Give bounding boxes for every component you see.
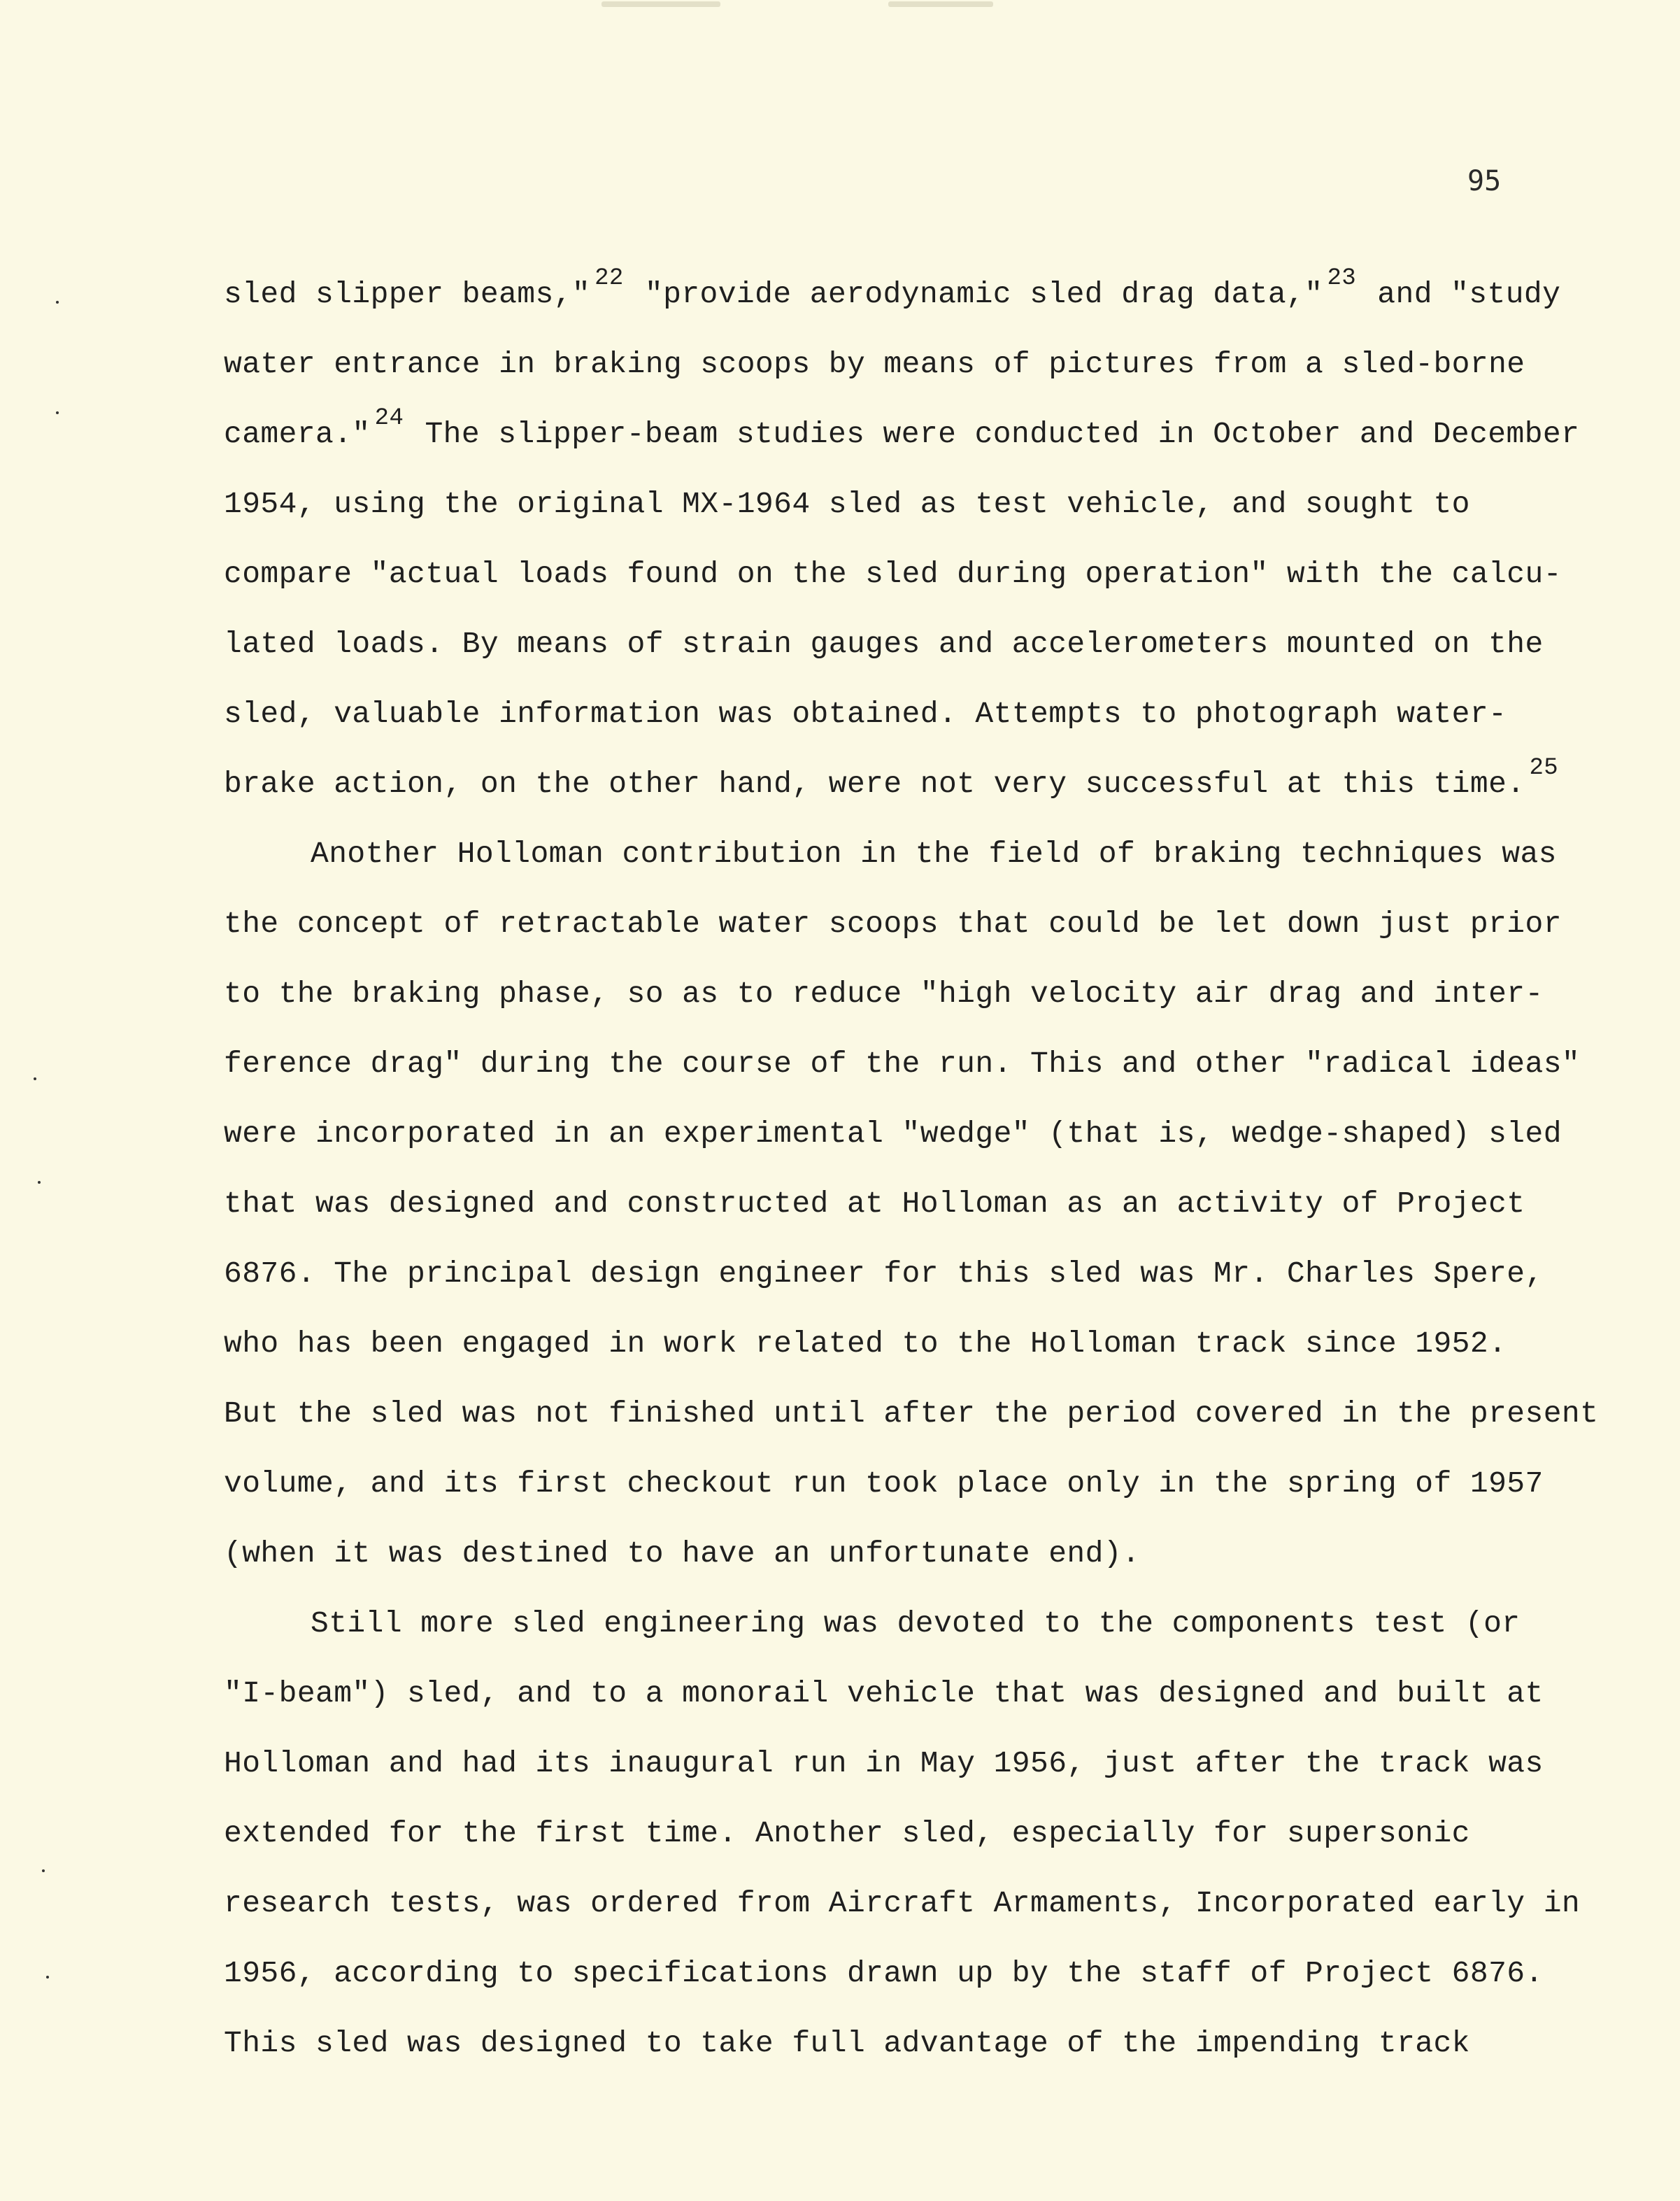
footnote-ref-24: 24	[374, 405, 404, 432]
footnote-ref-25: 25	[1529, 755, 1559, 781]
text-line-6: lated loads. By means of strain gauges and accelerometers mounted on the	[224, 627, 1544, 661]
text-line-25: 1956, according to specifications drawn up by the staff of Project 6876.	[224, 1956, 1544, 1990]
text-line-2: water entrance in braking scoops by means of pictures from a sled-borne	[224, 347, 1525, 381]
paragraph-2-first-line: Another Holloman contribution in the field of braking techniques was	[311, 837, 1557, 871]
text-line-12: ference drag" during the course of the run. This and other "radical ideas"	[224, 1047, 1581, 1081]
top-edge-mark	[601, 1, 720, 7]
text-line-7: sled, valuable information was obtained. Attempts to photograph water-	[224, 697, 1507, 731]
text-line-3: camera." $^{24}$ The slipper-beam studies were conducted in October and December	[224, 405, 1580, 451]
margin-speck	[34, 1077, 36, 1080]
page-number: 95	[1467, 165, 1502, 197]
text-line-5: compare "actual loads found on the sled during operation" with the calcu-	[224, 557, 1562, 591]
margin-speck	[46, 1976, 49, 1979]
footnote-ref-22: 22	[595, 265, 624, 292]
paragraph-3-first-line: Still more sled engineering was devoted to the components test (or	[311, 1606, 1521, 1641]
text-line-15: 6876. The principal design engineer for this sled was Mr. Charles Spere,	[224, 1257, 1544, 1291]
text-line-1: sled slipper beams," $^{22}$ "provide aerodynamic sled drag data," $^{23}$ and "study	[224, 265, 1561, 311]
text-line-24: research tests, was ordered from Aircraft Armaments, Incorporated early in	[224, 1886, 1581, 1920]
text-line-4: 1954, using the original MX-1964 sled as test vehicle, and sought to	[224, 487, 1470, 521]
margin-speck	[42, 1869, 45, 1872]
text-line-11: to the braking phase, so as to reduce "high velocity air drag and inter-	[224, 977, 1544, 1011]
margin-speck	[56, 411, 59, 414]
text-line-17: But the sled was not finished until after the period covered in the present	[224, 1396, 1599, 1431]
text-line-19: (when it was destined to have an unfortunate end).	[224, 1536, 1141, 1571]
text-line-8: brake action, on the other hand, were not very successful at this time. $^{25}$	[224, 755, 1559, 801]
top-edge-mark	[888, 1, 993, 7]
text-line-10: the concept of retractable water scoops that could be let down just prior	[224, 907, 1562, 941]
text-line-22: Holloman and had its inaugural run in May 1956, just after the track was	[224, 1746, 1544, 1781]
margin-speck	[56, 301, 59, 304]
footnote-ref-23: 23	[1327, 265, 1357, 292]
text-line-23: extended for the first time. Another sled, especially for supersonic	[224, 1816, 1470, 1850]
text-line-26: This sled was designed to take full advantage of the impending track	[224, 2026, 1470, 2060]
text-line-18: volume, and its first checkout run took place only in the spring of 1957	[224, 1466, 1544, 1501]
text-line-14: that was designed and constructed at Holloman as an activity of Project	[224, 1187, 1525, 1221]
text-line-21: "I-beam") sled, and to a monorail vehicle that was designed and built at	[224, 1676, 1544, 1711]
text-line-13: were incorporated in an experimental "wedge" (that is, wedge-shaped) sled	[224, 1117, 1562, 1151]
text-line-16: who has been engaged in work related to the Holloman track since 1952.	[224, 1326, 1507, 1361]
margin-speck	[38, 1181, 41, 1184]
